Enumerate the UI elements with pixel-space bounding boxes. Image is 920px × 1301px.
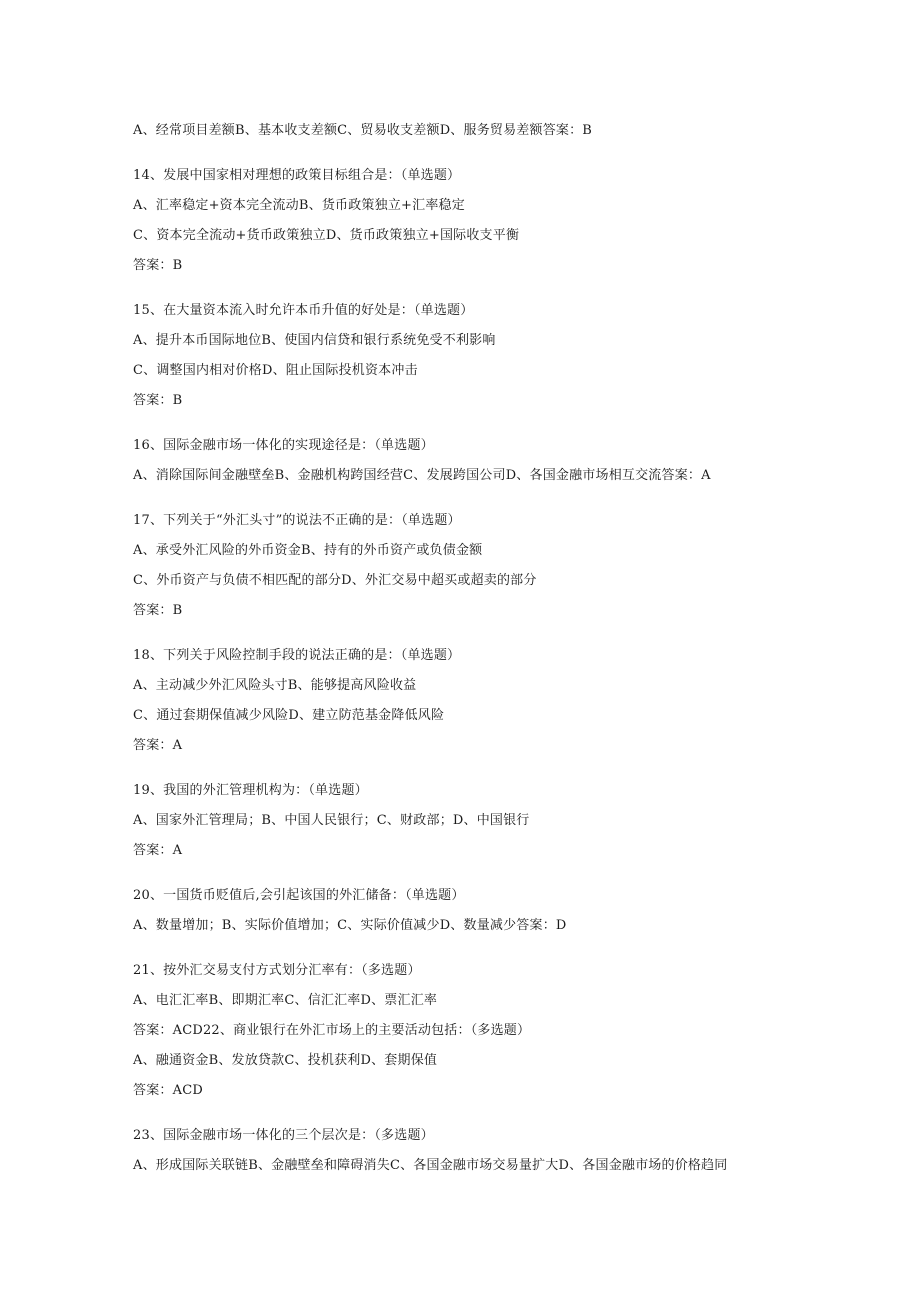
text-line: 19、我国的外汇管理机构为：（单选题） xyxy=(133,783,368,798)
text-line: 答案：B xyxy=(133,603,183,618)
text-line: A、形成国际关联链B、金融壁垒和障碍消失C、各国金融市场交易量扩大D、各国金融市场的价格趋同 xyxy=(133,1158,728,1173)
text-line: A、提升本币国际地位B、使国内信贷和银行系统免受不利影响 xyxy=(133,333,496,348)
text-line: A、数量增加；B、实际价值增加；C、实际价值减少D、数量减少答案：D xyxy=(133,918,567,933)
text-line: 答案：A xyxy=(133,738,183,753)
text-line: 答案：B xyxy=(133,393,183,408)
text-line: 答案：ACD xyxy=(133,1083,203,1098)
paragraph-gap xyxy=(133,765,833,780)
text-line: 答案：B xyxy=(133,258,183,273)
paragraph-gap xyxy=(133,420,833,435)
text-line: A、经常项目差额B、基本收支差额C、贸易收支差额D、服务贸易差额答案：B xyxy=(133,123,593,138)
text-line: 17、下列关于“外汇头寸”的说法不正确的是：（单选题） xyxy=(133,513,461,528)
document-page xyxy=(133,120,833,1185)
text-line: 14、发展中国家相对理想的政策目标组合是：（单选题） xyxy=(133,168,461,183)
text-line: 答案：ACD22、商业银行在外汇市场上的主要活动包括：（多选题） xyxy=(133,1023,531,1038)
text-line: A、电汇汇率B、即期汇率C、信汇汇率D、票汇汇率 xyxy=(133,993,438,1008)
paragraph-gap xyxy=(133,1110,833,1125)
text-line: 21、按外汇交易支付方式划分汇率有：（多选题） xyxy=(133,963,421,978)
text-line: C、调整国内相对价格D、阻止国际投机资本冲击 xyxy=(133,363,418,378)
paragraph-gap xyxy=(133,495,833,510)
text-line: A、汇率稳定+资本完全流动B、货币政策独立+汇率稳定 xyxy=(133,198,465,213)
text-line: 18、下列关于风险控制手段的说法正确的是：（单选题） xyxy=(133,648,461,663)
text-line: 15、在大量资本流入时允许本币升值的好处是：（单选题） xyxy=(133,303,474,318)
text-line: 23、国际金融市场一体化的三个层次是：（多选题） xyxy=(133,1128,434,1143)
paragraph-gap xyxy=(133,630,833,645)
text-line: 答案：A xyxy=(133,843,183,858)
text-line: C、外币资产与负债不相匹配的部分D、外汇交易中超买或超卖的部分 xyxy=(133,573,537,588)
paragraph-gap xyxy=(133,150,833,165)
paragraph-gap xyxy=(133,870,833,885)
text-line: A、国家外汇管理局；B、中国人民银行；C、财政部；D、中国银行 xyxy=(133,813,530,828)
paragraph-gap xyxy=(133,945,833,960)
paragraph-gap xyxy=(133,285,833,300)
text-line: 16、国际金融市场一体化的实现途径是：（单选题） xyxy=(133,438,434,453)
text-line: A、消除国际间金融壁垒B、金融机构跨国经营C、发展跨国公司D、各国金融市场相互交流答案：A xyxy=(133,468,711,483)
text-line: C、资本完全流动+货币政策独立D、货币政策独立+国际收支平衡 xyxy=(133,228,520,243)
text-line: 20、一国货币贬值后,会引起该国的外汇储备：（单选题） xyxy=(133,888,465,903)
text-line: A、主动减少外汇风险头寸B、能够提高风险收益 xyxy=(133,678,417,693)
text-line: A、承受外汇风险的外币资金B、持有的外币资产或负债金额 xyxy=(133,543,483,558)
text-line: A、融通资金B、发放贷款C、投机获利D、套期保值 xyxy=(133,1053,438,1068)
text-line: C、通过套期保值减少风险D、建立防范基金降低风险 xyxy=(133,708,445,723)
